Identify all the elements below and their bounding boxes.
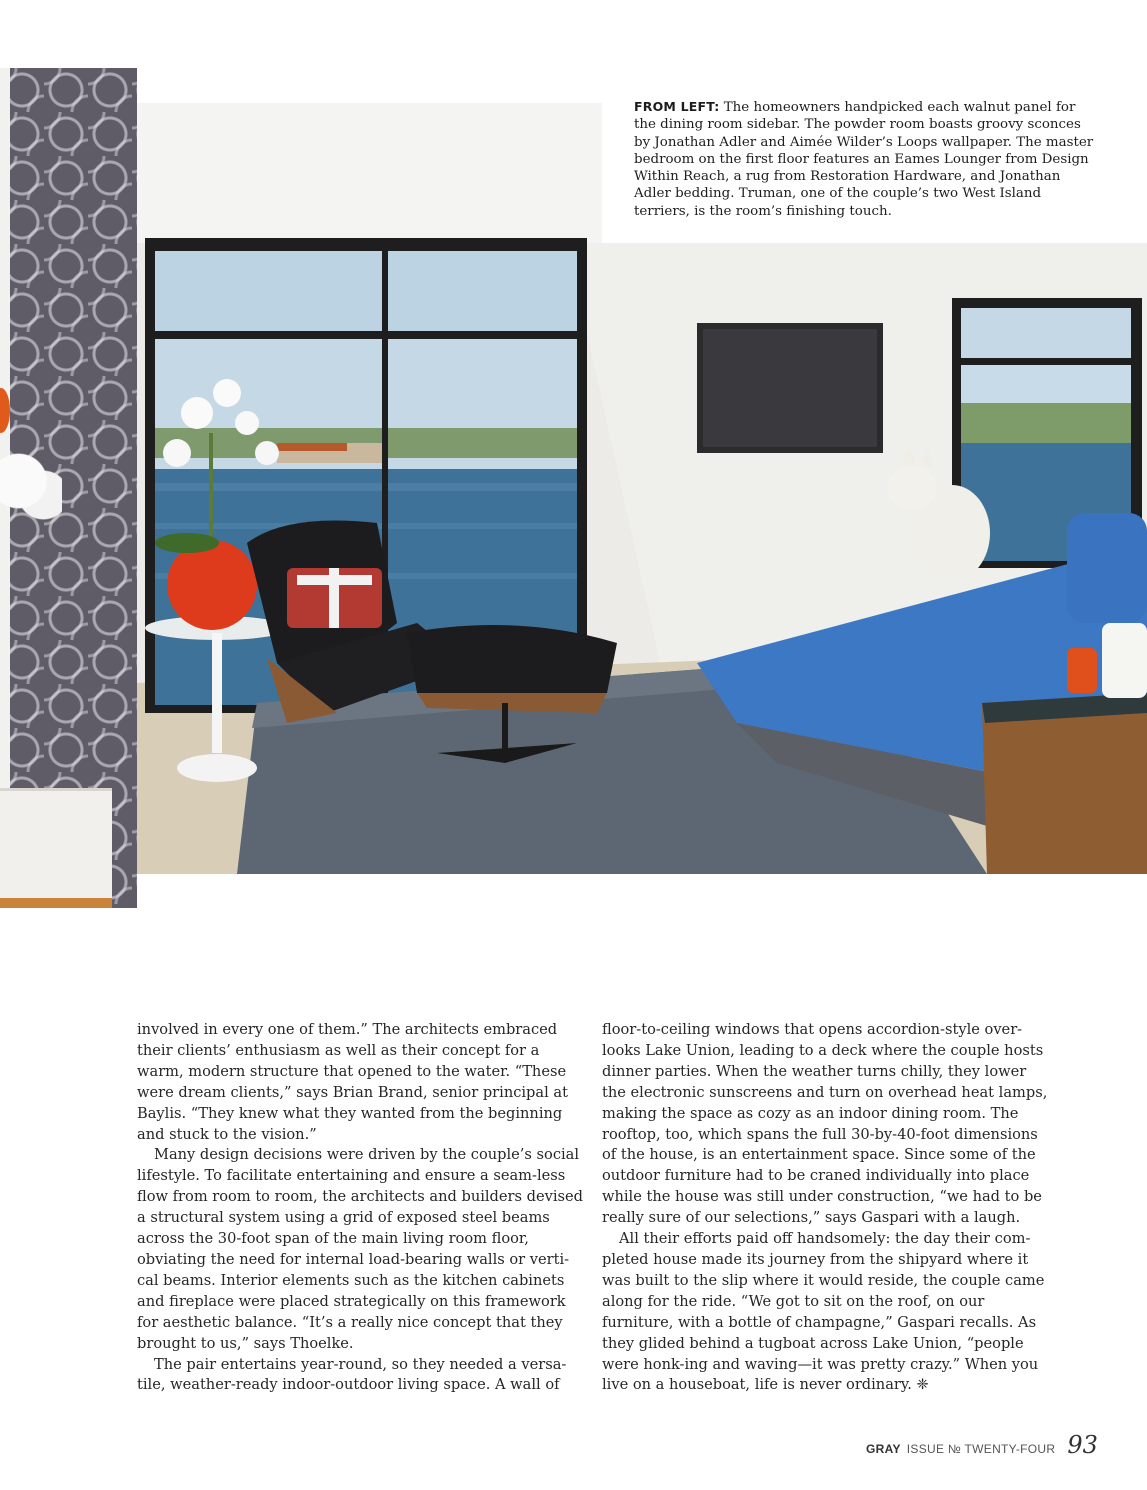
paragraph: All their efforts paid off handsomely: the day their com-pleted house made its journey from the shipyard where it was built to the slip where it would reside, the couple came along for the ride. “We got to sit on the roof, on our furniture, with a bottle of champagne,” Gaspari recalls. As they glided behind a tugboat across Lake Union, “people were honk-ing and waving—it was pretty crazy.” When you live on a houseboat, life is never ordinary. ❈ xyxy=(602,1230,1045,1394)
page-folio xyxy=(866,1431,1098,1457)
issue-label: ISSUE № TWENTY-FOUR xyxy=(906,1442,1056,1456)
white-orchid xyxy=(0,453,62,523)
article-column-left xyxy=(137,1020,583,1396)
magazine-name: GRAY xyxy=(866,1442,901,1456)
powder-room-photo xyxy=(0,68,137,908)
caption-text xyxy=(602,92,1094,220)
paragraph: Many design decisions were driven by the couple’s social lifestyle. To facilitate entertaining and ensure a seam-less flow from room to room, the architects and builders devised a structural system using a grid of exposed steel beams across the 30-foot span of the main living room floor, obviating the need for internal load-bearing walls or verti-cal beams. Interior elements such as the kitchen cabinets and fireplace were placed strategically on this framework for aesthetic balance. “It’s a really nice concept that they brought to us,” says Thoelke. xyxy=(137,1146,583,1352)
caption-body: The homeowners handpicked each walnut panel for the dining room sidebar. The powder room boasts groovy sconces by Jonathan Adler and Aimée Wilder’s Loops wallpaper. The master bedroom on the first floor features an Eames Lounger from Design Within Reach, a rug from Restoration Hardware, and Jonathan Adler bedding. Truman, one of the couple’s two West Island terriers, is the room’s finishing touch. xyxy=(634,100,1094,219)
photo-caption xyxy=(602,92,1147,243)
caption-lead: FROM LEFT: xyxy=(634,99,720,114)
page-number: 93 xyxy=(1067,1431,1098,1459)
paragraph: The pair entertains year-round, so they needed a versa-tile, weather-ready indoor-outdoor living space. A wall of xyxy=(137,1355,567,1394)
article-column-right xyxy=(602,1020,1052,1396)
paragraph: floor-to-ceiling windows that opens accordion-style over-looks Lake Union, leading to a deck where the couple hosts dinner parties. When the weather turns chilly, they lower the electronic sunscreens and turn on overhead heat lamps, making the space as cozy as an indoor dining room. The rooftop, too, which spans the full 30-by-40-foot dimensions of the house, is an entertainment space. Since some of the outdoor furniture had to be craned individually into place while the house was still under construction, “we had to be really sure of our selections,” says Gaspari with a laugh. xyxy=(602,1021,1048,1227)
vanity-counter xyxy=(0,788,112,901)
paragraph: involved in every one of them.” The architects embraced their clients’ enthusiasm as well as their concept for a warm, modern structure that opened to the water. “These were dream clients,” says Brian Brand, senior principal at Baylis. “They knew what they wanted from the beginning and stuck to the vision.” xyxy=(137,1021,568,1143)
walnut-cabinet xyxy=(0,898,112,908)
